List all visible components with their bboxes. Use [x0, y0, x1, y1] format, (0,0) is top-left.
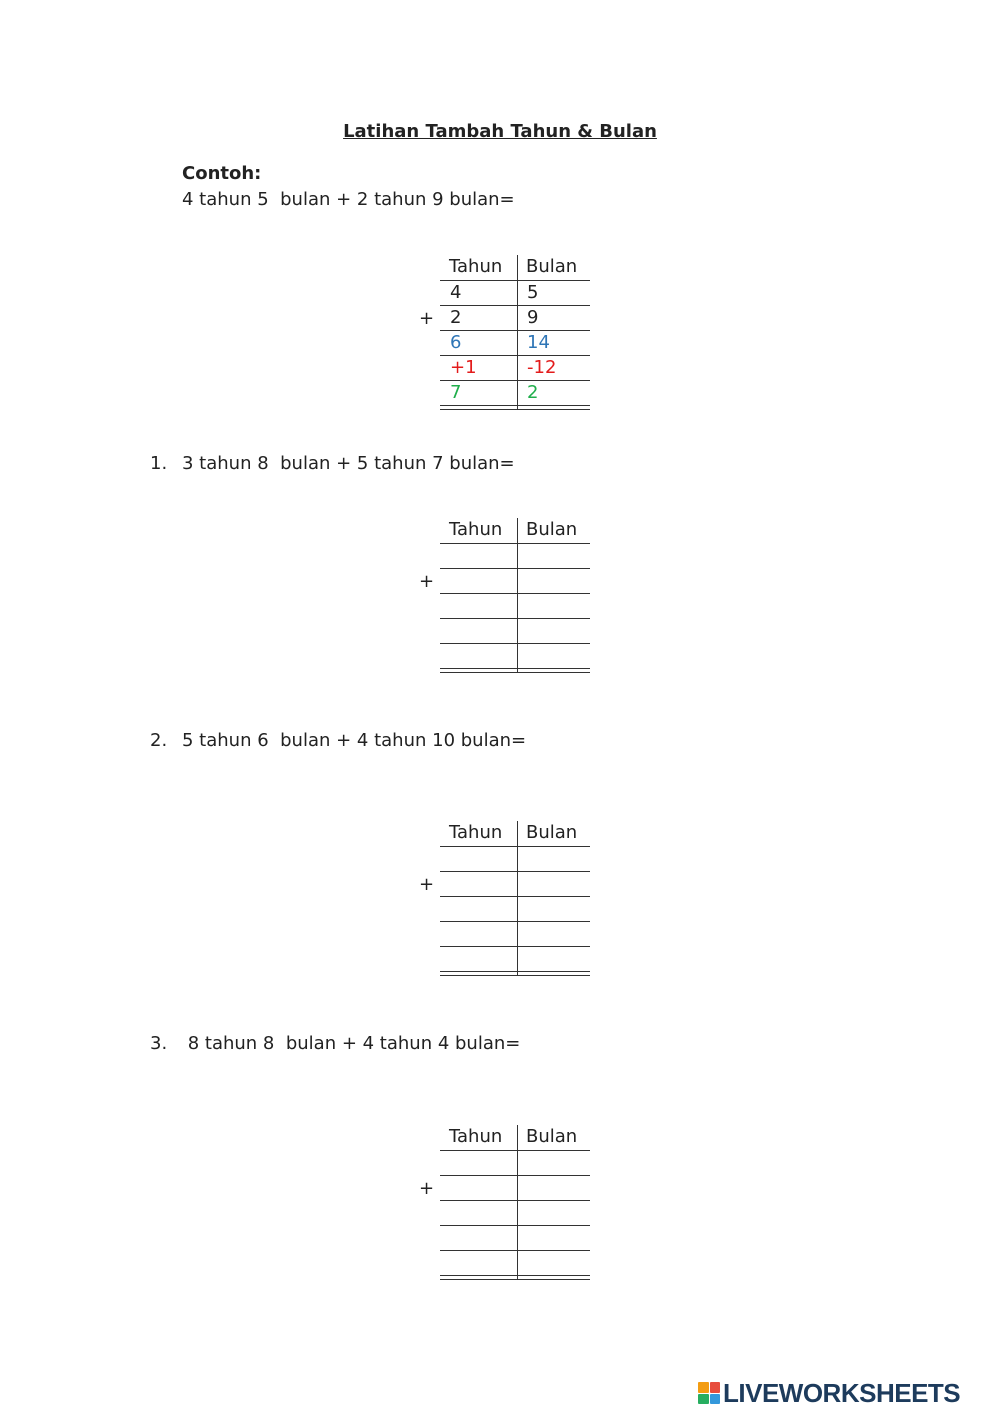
cell-bulan: 5 — [527, 282, 539, 303]
question-number: 2. — [150, 730, 168, 751]
header-bulan: Bulan — [526, 822, 578, 843]
cell-tahun: 7 — [450, 382, 462, 403]
liveworksheets-logo[interactable] — [698, 1378, 960, 1408]
header-tahun: Tahun — [449, 519, 503, 540]
block-icon-1 — [698, 1382, 709, 1393]
answer-row[interactable] — [440, 871, 590, 896]
answer-table — [440, 1125, 590, 1280]
cell-bulan: 14 — [527, 332, 550, 353]
block-icon-4 — [710, 1394, 721, 1405]
answer-row[interactable] — [440, 1225, 590, 1250]
answer-row[interactable] — [440, 946, 590, 971]
answer-table — [440, 518, 590, 673]
example-table — [440, 255, 590, 410]
cell-tahun: 4 — [450, 282, 462, 303]
table-row — [440, 380, 590, 405]
double-underline — [440, 971, 590, 976]
plus-sign: + — [419, 308, 435, 329]
double-underline — [440, 668, 590, 673]
cell-bulan: -12 — [527, 357, 557, 378]
table-header — [440, 821, 590, 846]
table-row — [440, 330, 590, 355]
example-question: 4 tahun 5 bulan + 2 tahun 9 bulan= — [182, 189, 515, 210]
table-row — [440, 305, 590, 330]
question-text: 8 tahun 8 bulan + 4 tahun 4 bulan= — [182, 1033, 521, 1054]
answer-table — [440, 821, 590, 976]
table-header — [440, 518, 590, 543]
cell-tahun: +1 — [450, 357, 477, 378]
block-icon-3 — [698, 1394, 709, 1405]
header-bulan: Bulan — [526, 256, 578, 277]
question-number: 3. — [150, 1033, 168, 1054]
header-tahun: Tahun — [449, 1126, 503, 1147]
question-number: 1. — [150, 453, 168, 474]
answer-row[interactable] — [440, 543, 590, 568]
table-row — [440, 355, 590, 380]
header-tahun: Tahun — [449, 822, 503, 843]
answer-row[interactable] — [440, 593, 590, 618]
plus-sign: + — [419, 1178, 435, 1199]
answer-row[interactable] — [440, 846, 590, 871]
answer-row[interactable] — [440, 618, 590, 643]
header-tahun: Tahun — [449, 256, 503, 277]
answer-row[interactable] — [440, 1150, 590, 1175]
answer-row[interactable] — [440, 1250, 590, 1275]
header-bulan: Bulan — [526, 519, 578, 540]
blocks-icon — [698, 1382, 720, 1404]
table-header — [440, 255, 590, 280]
plus-sign: + — [419, 874, 435, 895]
question-text: 5 tahun 6 bulan + 4 tahun 10 bulan= — [182, 730, 527, 751]
logo-text: LIVEWORKSHEETS — [723, 1377, 961, 1408]
cell-tahun: 2 — [450, 307, 462, 328]
answer-row[interactable] — [440, 921, 590, 946]
answer-row[interactable] — [440, 643, 590, 668]
table-header — [440, 1125, 590, 1150]
double-underline — [440, 1275, 590, 1280]
header-bulan: Bulan — [526, 1126, 578, 1147]
cell-tahun: 6 — [450, 332, 462, 353]
block-icon-2 — [710, 1382, 721, 1393]
example-label: Contoh: — [182, 163, 262, 184]
cell-bulan: 9 — [527, 307, 539, 328]
cell-bulan: 2 — [527, 382, 539, 403]
answer-row[interactable] — [440, 896, 590, 921]
answer-row[interactable] — [440, 568, 590, 593]
double-underline — [440, 405, 590, 410]
answer-row[interactable] — [440, 1200, 590, 1225]
table-row — [440, 280, 590, 305]
answer-row[interactable] — [440, 1175, 590, 1200]
plus-sign: + — [419, 571, 435, 592]
question-text: 3 tahun 8 bulan + 5 tahun 7 bulan= — [182, 453, 515, 474]
page-title: Latihan Tambah Tahun & Bulan — [343, 121, 657, 142]
